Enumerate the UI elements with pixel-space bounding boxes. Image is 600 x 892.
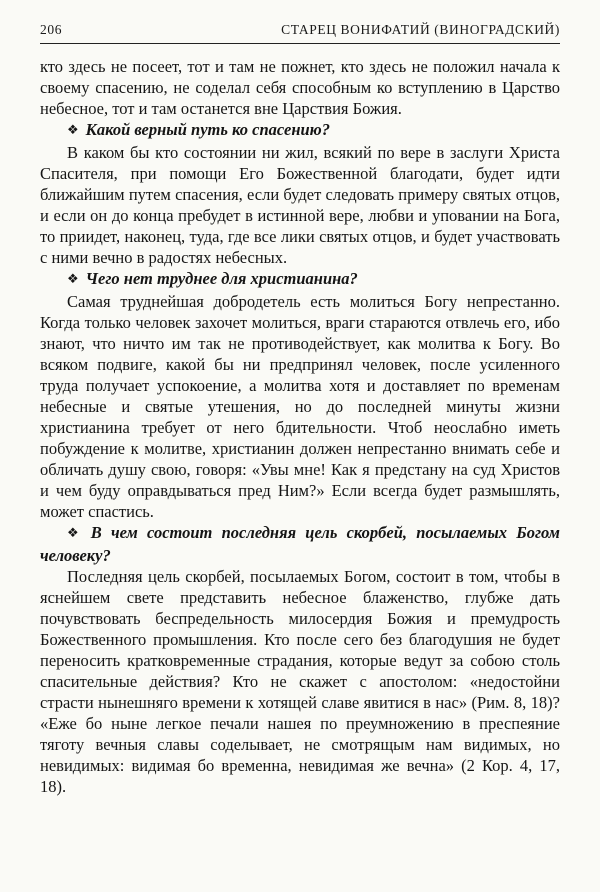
question-heading (40, 119, 560, 142)
question-text: Какой верный путь ко спасению? (85, 120, 330, 139)
question-text: Чего нет труднее для христианина? (85, 269, 358, 288)
question-heading (40, 522, 560, 566)
question-heading (40, 268, 560, 291)
page-number: 206 (40, 22, 63, 37)
page-body (40, 56, 560, 797)
body-paragraph: Последняя цель скорбей, посылаемых Богом, состоит в том, чтобы в яснейшем свете представить небесное блаженство, глубже дать почувствовать беспредельность милосердия Божия и премудрость Божественного промышления. Кто после сего без благодушия не будет переносить кратковременные страдания, которые ведут за собою столь спасительные действия? Кто не скажет с апостолом: «недостойни страсти нынешняго времени к хотящей славе явитися в нас» (Рим. 8, 18)? «Еже бо ныне легкое печали нашея по преумножению в преспеяние тяготу вечныя славы соделывает, не смотрящым нам видимых, но невидимых: видимая бо временна, невидимая же вечна» (2 Кор. 4, 17, 18). (40, 567, 560, 796)
diamond-bullet-icon: ❖ (67, 272, 79, 287)
diamond-bullet-icon: ❖ (67, 526, 84, 541)
running-title: СТАРЕЦ ВОНИФАТИЙ (ВИНОГРАДСКИЙ) (281, 22, 560, 37)
body-paragraph: кто здесь не посеет, тот и там не пожнет, кто здесь не положил начала к своему спасению, не соделал себя способным ко вступлению в Царство небесное, тот и там останется вне Царствия Божия. (40, 57, 560, 118)
page-header (40, 22, 560, 38)
body-paragraph: В каком бы кто состоянии ни жил, всякий по вере в заслуги Христа Спасителя, при помощи Его Божественной благодати, будет идти ближайшим путем спасения, если будет следовать примеру святых отцов, и если он до конца пребудет в истинной вере, любви и уповании на Бога, то приидет, наконец, туда, где все лики святых отцов, и будет участвовать с ними вечно в радостях небесных. (40, 143, 560, 267)
body-paragraph: Самая труднейшая добродетель есть молиться Богу непрестанно. Когда только человек захочет молиться, враги стараются отвлечь его, ибо знают, что ничто им так не противодействует, как молитва к Богу. Во всяком подвиге, какой бы ни предпринял человек, после усиленного труда получает успокоение, а молитва хотя и доставляет по временам небесные и святые утешения, но до последней минуты жизни христианина требует от него бдительности. Чтоб неослабно иметь побуждение к молитве, христианин должен непрестанно внимать себе и обличать душу свою, говоря: «Увы мне! Как я предстану на суд Христов и чем буду оправдываться пред Ним?» Если всегда будет размышлять, может спастись. (40, 292, 560, 521)
question-text: В чем состоит последняя цель скорбей, посылаемых Богом человеку? (40, 523, 560, 565)
header-rule (40, 43, 560, 44)
diamond-bullet-icon: ❖ (67, 123, 79, 138)
